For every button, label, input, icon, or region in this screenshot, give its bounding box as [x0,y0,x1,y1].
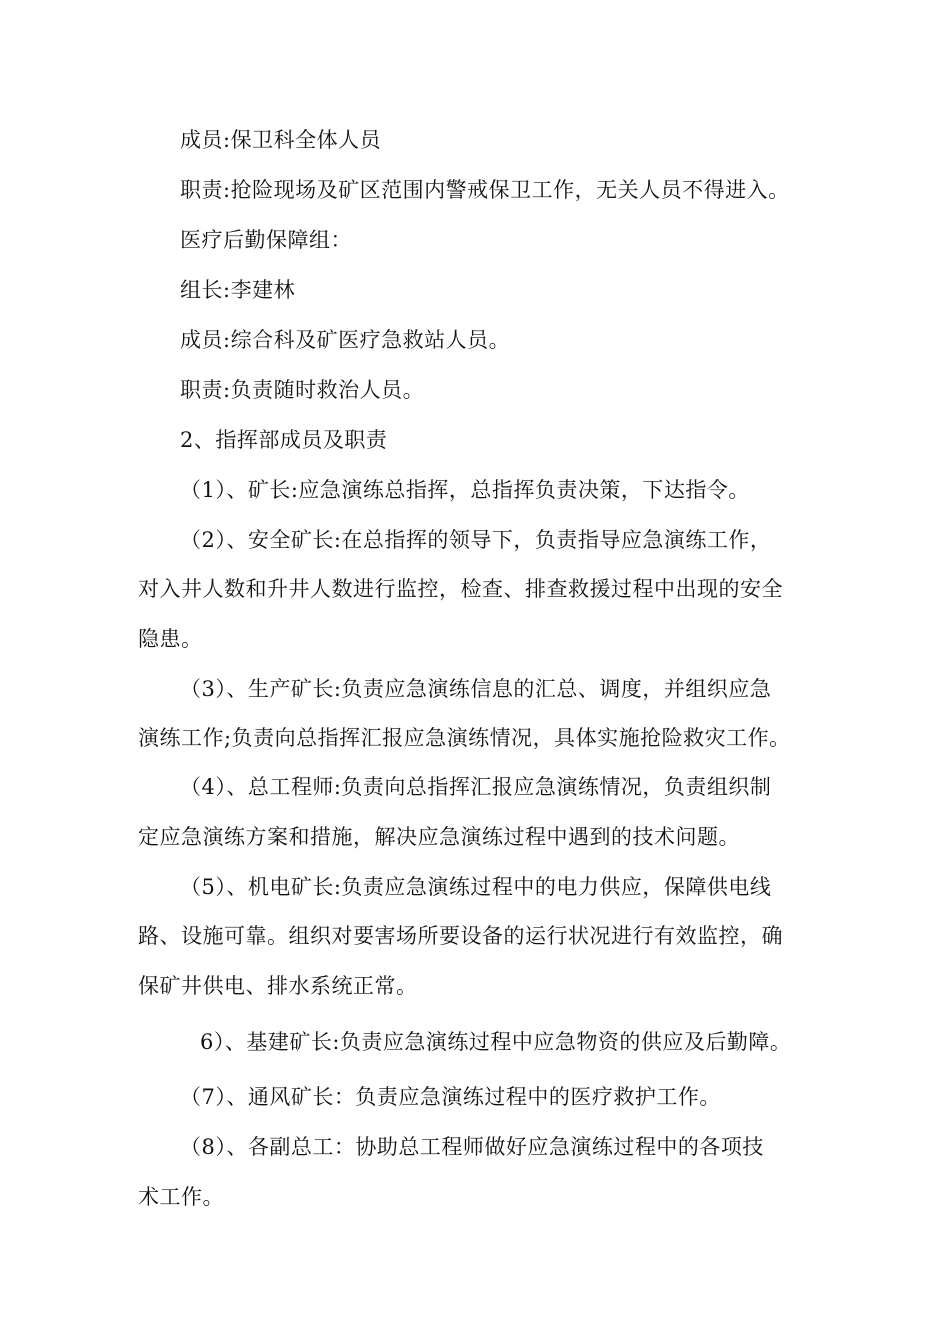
text-line: 隐患。 [138,627,203,651]
text-line: 医疗后勤保障组： [180,228,352,252]
text-line: 保矿井供电、排水系统正常。 [138,974,418,998]
section-heading: 2、指挥部成员及职责 [180,428,388,452]
text-line: 6）、基建矿长:负责应急演练过程中应急物资的供应及后勤障。 [200,1030,792,1054]
text-line: （5）、机电矿长:负责应急演练过程中的电力供应，保障供电线 [180,875,772,899]
text-line: 职责:抢险现场及矿区范围内警戒保卫工作，无关人员不得进入。 [180,178,790,202]
text-line: （3）、生产矿长:负责应急演练信息的汇总、调度，并组织应急 [180,677,772,701]
text-line: （1）、矿长:应急演练总指挥，总指挥负责决策，下达指令。 [180,478,750,502]
text-line: 组长:李建林 [180,278,296,302]
text-line: 职责:负责随时救治人员。 [180,378,425,402]
text-line: （2）、安全矿长:在总指挥的领导下，负责指导应急演练工作， [180,528,772,552]
text-line: （8）、各副总工：协助总工程师做好应急演练过程中的各项技 [180,1135,764,1159]
text-line: 对入井人数和升井人数进行监控，检查、排查救援过程中出现的安全 [138,577,783,601]
text-line: （7）、通风矿长：负责应急演练过程中的医疗救护工作。 [180,1085,721,1109]
text-line: 定应急演练方案和措施，解决应急演练过程中遇到的技术问题。 [138,825,740,849]
text-line: 成员:保卫科全体人员 [180,128,382,152]
text-line: 成员:综合科及矿医疗急救站人员。 [180,328,511,352]
text-line: 术工作。 [138,1185,224,1209]
text-line: 路、设施可靠。组织对要害场所要设备的运行状况进行有效监控，确 [138,924,783,948]
text-line: 演练工作;负责向总指挥汇报应急演练情况，具体实施抢险救灾工作。 [138,726,791,750]
text-line: （4）、总工程师:负责向总指挥汇报应急演练情况，负责组织制 [180,775,772,799]
